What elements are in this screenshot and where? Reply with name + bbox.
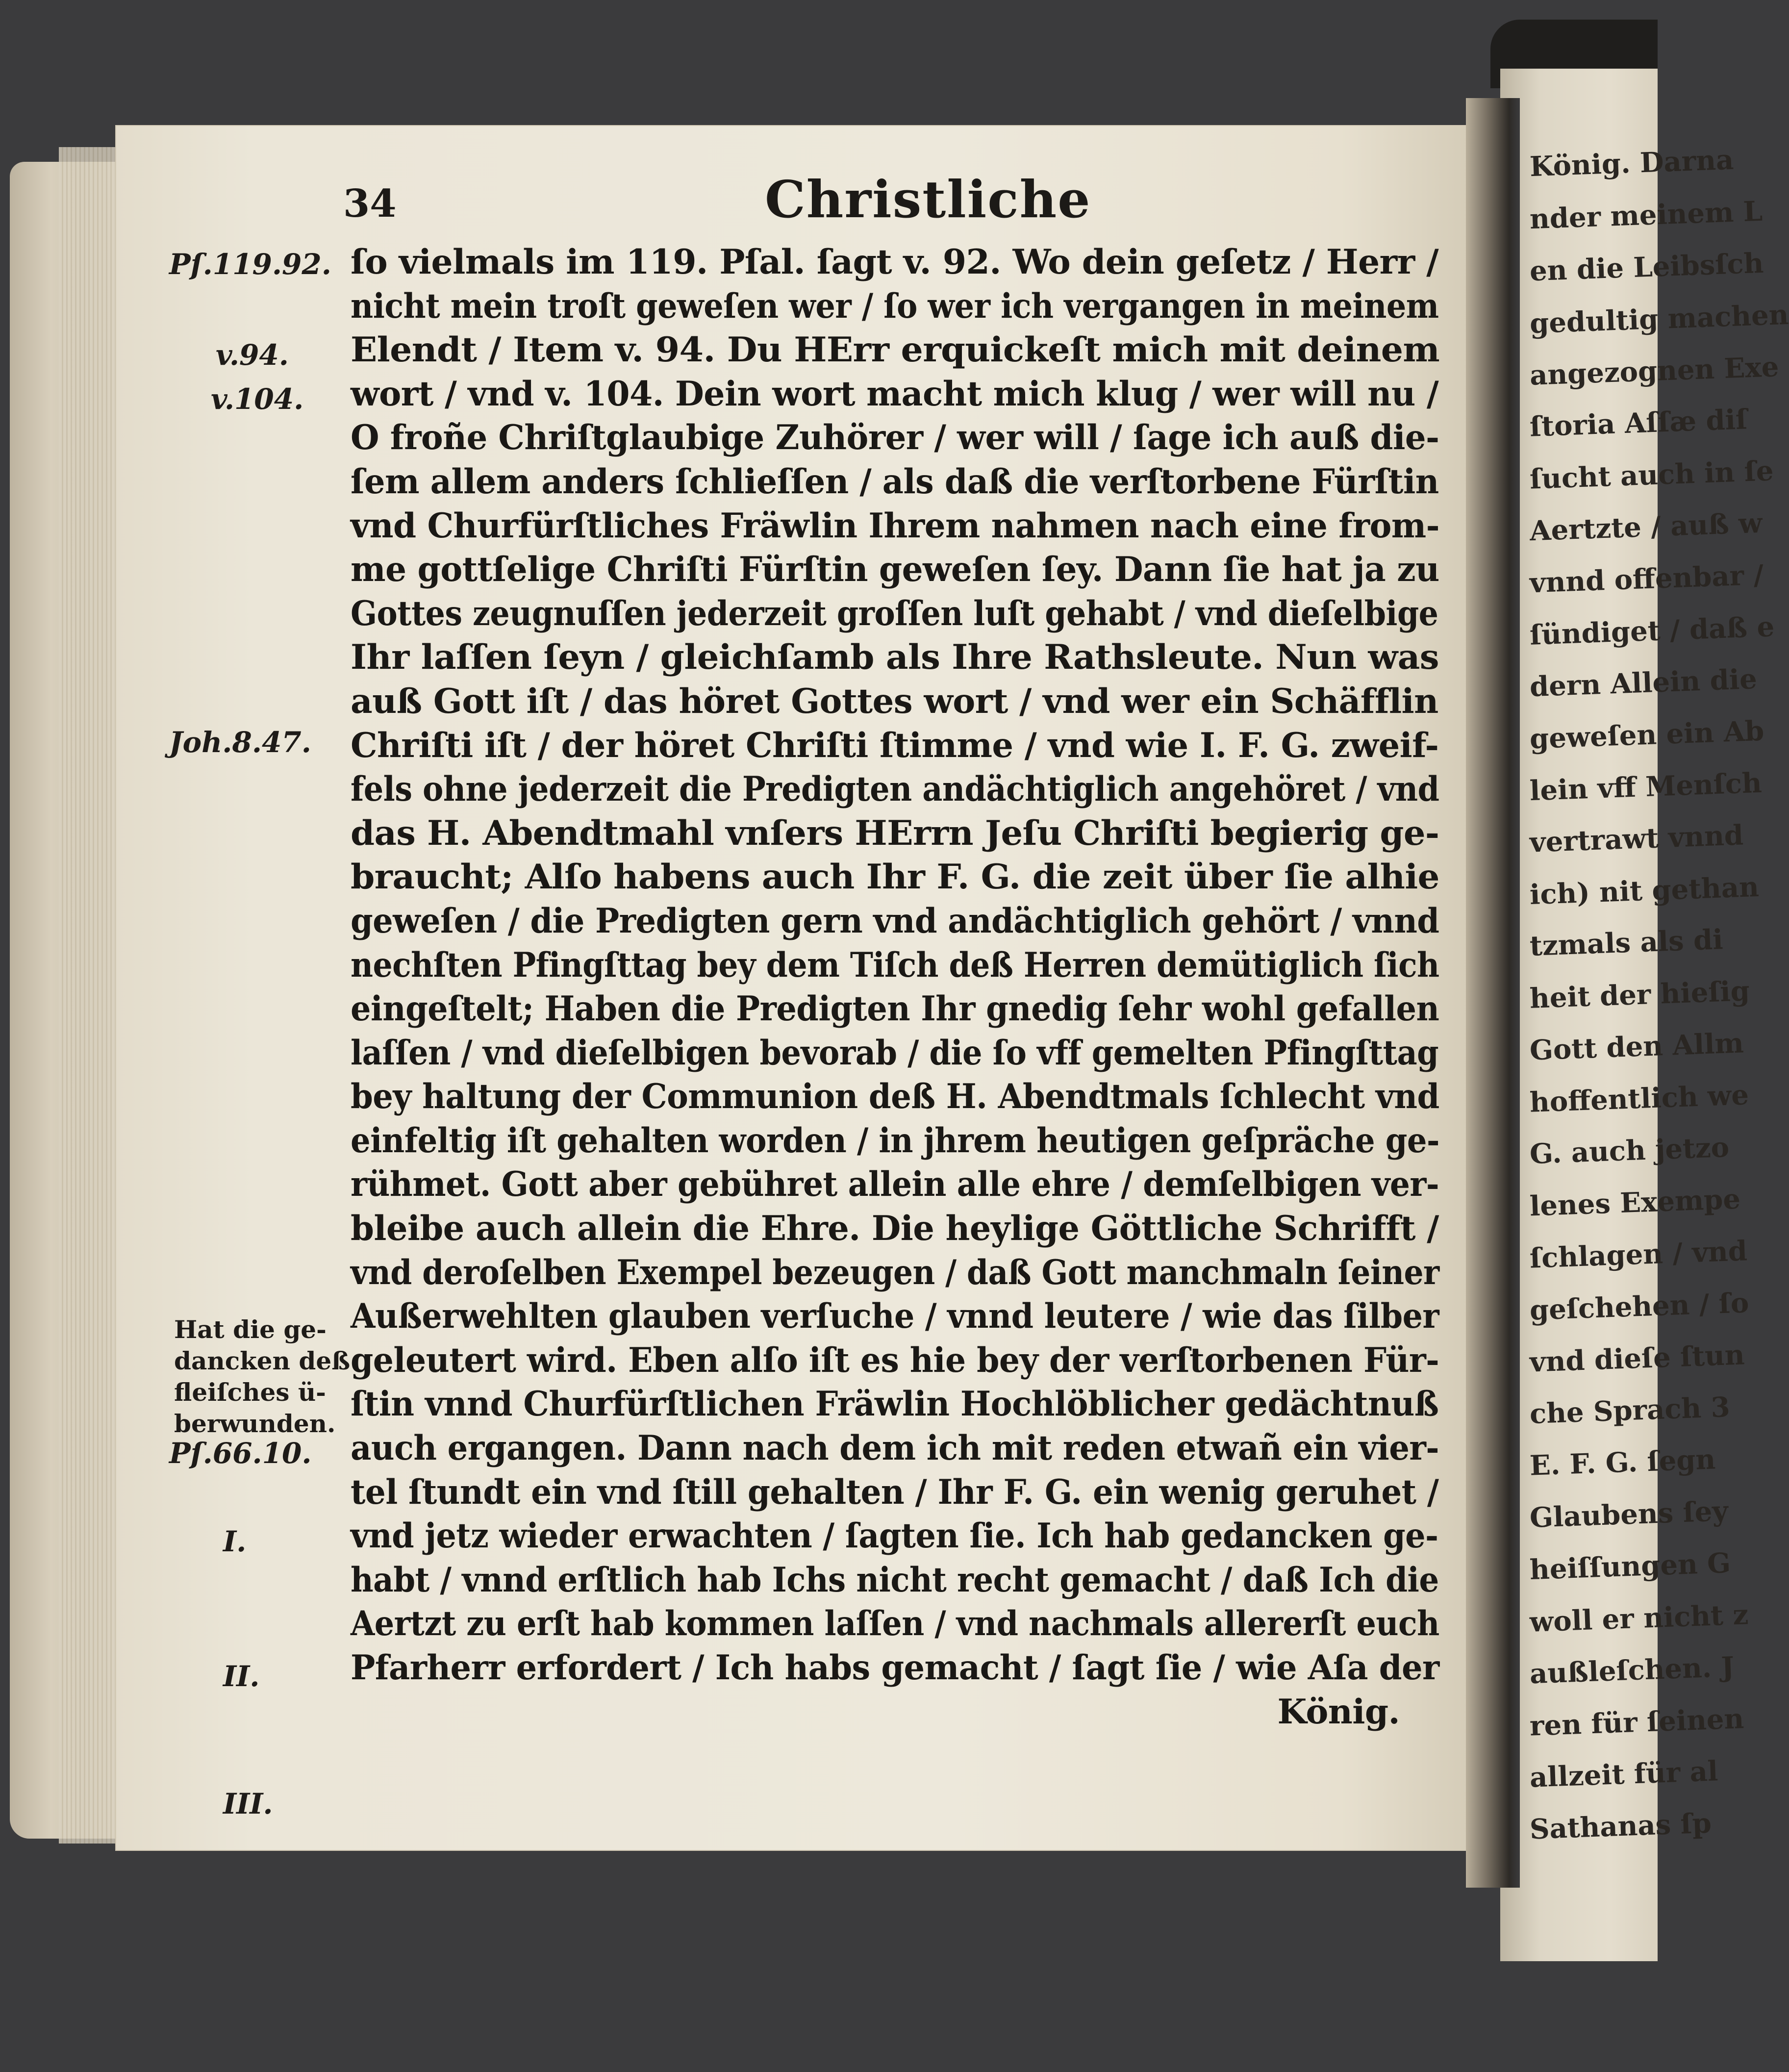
facing-page-line: hoffentlich we [1529, 1079, 1749, 1119]
text-line: Außerwehlten glauben verſuche / vnnd leutere / wie das ſilber [351, 1296, 1439, 1337]
facing-page-line: che Sprach 3 [1529, 1390, 1731, 1431]
margin-numeral-3: III. [223, 1787, 273, 1820]
facing-page-line: ſündiget / daß e [1529, 610, 1775, 652]
text-line: auch ergangen. Dann nach dem ich mit reden etwañ ein vier- [351, 1428, 1439, 1468]
text-line: bey haltung der Communion deß H. Abendtmals ſchlecht vnd [351, 1077, 1439, 1117]
text-line: nechſten Pfingſttag bey dem Tiſch deß Herren demütiglich ſich [351, 945, 1439, 985]
text-line: Aertzt zu erſt hab kommen laſſen / vnd nachmals allererſt euch [351, 1604, 1439, 1644]
facing-page-line: geweſen ein Ab [1529, 714, 1765, 756]
margin-numeral-1: I. [223, 1525, 247, 1558]
facing-page-line: allzeit für al [1529, 1755, 1719, 1794]
text-line: Gottes zeugnuſſen jederzeit groſſen luſt gehabt / vnd dieſelbige [351, 593, 1438, 633]
book-gutter [1466, 98, 1520, 1888]
facing-page-line: angezognen Exe [1529, 351, 1780, 392]
text-line: habt / vnnd erſtlich hab Ichs nicht recht gemacht / daß Ich die [351, 1560, 1439, 1600]
facing-page-line: nder meinem L [1529, 195, 1764, 236]
facing-page-line: E. F. G. ſegn [1529, 1443, 1716, 1482]
text-line: Pfarherr erfordert / Ich habs gemacht / ſagt ſie / wie Aſa der [351, 1648, 1439, 1688]
facing-page-line: lenes Exempe [1529, 1183, 1741, 1223]
facing-page-line: vnd dieſe ſtun [1529, 1339, 1745, 1379]
running-head: Christliche [765, 169, 1091, 229]
text-line: ſem allem anders ſchlieſſen / als daß die verſtorbene Fürſtin [351, 461, 1439, 502]
facing-page-line: ſchlagen / vnd [1529, 1235, 1748, 1275]
text-line: laſſen / vnd dieſelbigen bevorab / die ſo vff gemelten Pfingſttag [351, 1033, 1439, 1073]
text-line: braucht; Alſo habens auch Ihr F. G. die zeit über ſie alhie [351, 857, 1439, 897]
margin-numeral-2: II. [223, 1660, 260, 1693]
margin-note-line: fleiſches ü- [174, 1378, 326, 1407]
facing-page-line: ich) nit gethan [1529, 870, 1760, 911]
margin-note-line: berwunden. [174, 1409, 336, 1438]
margin-ref-ps66: Pſ.66.10. [169, 1437, 312, 1470]
text-line: vnd jetz wieder erwachten / ſagten ſie. Ich hab gedancken ge- [351, 1516, 1438, 1556]
page-number: 34 [343, 181, 397, 226]
facing-page-line: vertrawt vnnd [1529, 819, 1744, 859]
facing-page [1500, 69, 1789, 1961]
margin-note-line: Hat die ge- [174, 1315, 327, 1344]
text-line: das H. Abendtmahl vnſers HErrn Jeſu Chriſti begierig ge- [351, 813, 1439, 853]
facing-page-line: heit der hieſig [1529, 975, 1750, 1015]
facing-page-line: Gott den Allm [1529, 1027, 1744, 1067]
text-line: ſo vielmals im 119. Pſal. ſagt v. 92. Wo dein geſetz / Herr / [351, 242, 1439, 282]
catchword: König. [1277, 1692, 1400, 1732]
text-line: vnd Churfürſtliches Fräwlin Ihrem nahmen nach eine from- [351, 505, 1440, 546]
facing-page-line: König. Darna [1529, 143, 1735, 183]
text-line: einfeltig iſt gehalten worden / in jhrem heutigen geſpräche ge- [351, 1120, 1439, 1161]
text-line: me gottſelige Chriſti Fürſtin geweſen ſey. Dann ſie hat ja zu [351, 550, 1439, 590]
facing-page-line: ren für ſeinen [1529, 1702, 1745, 1743]
margin-ref-v104: v.104. [211, 382, 304, 416]
text-line: tel ſtundt ein vnd ſtill gehalten / Ihr F. G. ein wenig geruhet / [351, 1472, 1439, 1512]
facing-page-line: en die Leibsſch [1529, 247, 1764, 288]
facing-page-line: dern Allein die [1529, 662, 1758, 704]
text-line: rühmet. Gott aber gebühret allein alle ehre / demſelbigen ver- [351, 1164, 1439, 1205]
text-line: eingeſtelt; Haben die Predigten Ihr gnedig ſehr wohl gefallen [351, 989, 1439, 1029]
facing-page-line: ſtoria Aſſæ diſ [1529, 403, 1748, 443]
text-line: wort / vnd v. 104. Dein wort macht mich klug / wer will nu / [351, 374, 1439, 414]
facing-page-line: woll er nicht z [1529, 1598, 1749, 1639]
margin-ref-ps119: Pſ.119.92. [169, 248, 331, 281]
facing-page-line: Glaubens ſey [1529, 1494, 1729, 1535]
text-line: bleibe auch allein die Ehre. Die heylige Göttliche Schrifft / [351, 1209, 1439, 1249]
facing-page-line: ſucht auch in ſe [1529, 455, 1774, 496]
body-text [351, 240, 1440, 1734]
margin-note-flesh [174, 1314, 350, 1440]
facing-page-line: vnnd offenbar / [1529, 558, 1764, 600]
facing-page-line: heiſſungen G [1529, 1546, 1732, 1587]
text-line: Elendt / Item v. 94. Du HErr erquickeſt mich mit deinem [351, 330, 1440, 370]
facing-page-line: geſchehen / ſo [1529, 1287, 1750, 1327]
facing-page-line: gedultig machen [1529, 298, 1789, 340]
margin-note-line: dancken deß [174, 1346, 351, 1375]
text-line: fels ohne jederzeit die Predigten andächtiglich angehöret / vnd [351, 769, 1439, 809]
text-line: vnd deroſelben Exempel bezeugen / daß Gott manchmaln ſeiner [351, 1252, 1439, 1292]
facing-page-line: Sathanas ſp [1529, 1807, 1712, 1846]
text-line: geleutert wird. Eben alſo iſt es hie bey der verſtorbenen Für- [351, 1340, 1439, 1380]
text-line: geweſen / die Predigten gern vnd andächtiglich gehört / vnnd [351, 901, 1439, 941]
text-line: Chriſti iſt / der höret Chriſti ſtimme / vnd wie I. F. G. zweif- [351, 725, 1439, 765]
text-line: O froñe Chriſtglaubige Zuhörer / wer will / ſage ich auß die- [351, 418, 1439, 458]
text-line: auß Gott iſt / das höret Gottes wort / vnd wer ein Schäfflin [351, 681, 1438, 721]
facing-page-line: tzmals als di [1529, 923, 1724, 962]
margin-ref-joh: Joh.8.47. [169, 726, 311, 759]
text-line: Ihr laſſen ſeyn / gleichſamb als Ihre Rathsleute. Nun was [351, 637, 1439, 678]
margin-ref-v94: v.94. [216, 338, 289, 372]
text-line: nicht mein troſt geweſen wer / ſo wer ich vergangen in meinem [351, 286, 1439, 326]
facing-page-line: G. auch jetzo [1529, 1131, 1730, 1171]
facing-page-line: lein vff Menſch [1529, 766, 1763, 808]
text-line: ſtin vnnd Churfürſtlichen Fräwlin Hochlöblicher gedächtnuß [351, 1384, 1439, 1424]
facing-page-line: außleſchen. J [1529, 1650, 1735, 1691]
facing-page-line: Aertzte / auß w [1529, 506, 1763, 548]
